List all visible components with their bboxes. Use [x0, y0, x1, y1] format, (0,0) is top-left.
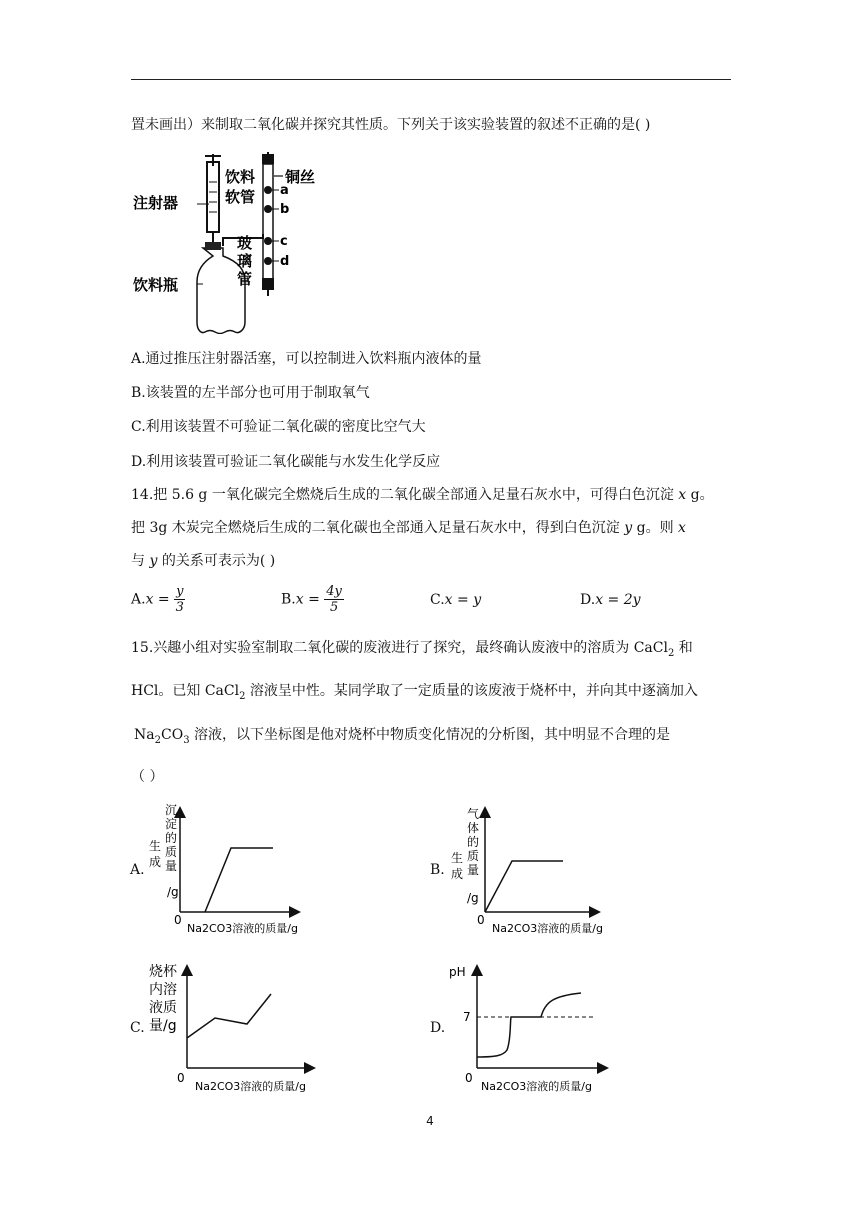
graph-d-tick7: 7	[463, 1010, 471, 1024]
q13-apparatus-figure	[131, 152, 341, 334]
graph-b-y6: /g	[467, 891, 479, 905]
q13-option-b: B.该装置的左半部分也可用于制取氧气	[131, 385, 370, 401]
label-b: b	[280, 202, 290, 217]
graph-b-yl1: 生	[451, 851, 464, 865]
graph-d-origin: 0	[465, 1071, 473, 1085]
graph-c-label: C.	[130, 1020, 145, 1036]
graph-b-xlabel: Na2CO3溶液的质量/g	[492, 922, 603, 935]
q14-option-b: B.x = $\frac{4y}{5}$	[281, 584, 342, 615]
graph-d-label: D.	[430, 1020, 446, 1036]
q14-option-d: D.x = 2y	[580, 592, 641, 608]
graph-d	[445, 960, 620, 1100]
graph-b	[445, 800, 615, 940]
q13-stem: 置未画出）来制取二氧化碳并探究其性质。下列关于该实验装置的叙述不正确的是( )	[131, 117, 651, 133]
q15-line1: 15.兴趣小组对实验室制取二氧化碳的废液进行了探究，最终确认废液中的溶质为 CaCl$_2$ 和	[131, 640, 693, 659]
q14-option-c: C.x = y	[430, 592, 482, 608]
label-a: a	[280, 183, 289, 198]
graph-a-y1: 沉	[165, 803, 178, 817]
q14-line3: 与 y 的关系可表示为( )	[131, 553, 276, 569]
q13-option-a: A.通过推压注射器活塞，可以控制进入饮料瓶内液体的量	[131, 351, 482, 367]
graph-b-yl2: 成	[451, 867, 464, 881]
graph-a-y4: 质	[165, 845, 178, 859]
graph-b-origin: 0	[477, 913, 485, 927]
graph-c-curve	[187, 994, 271, 1038]
graph-a-origin: 0	[174, 913, 182, 927]
graph-a-y6: /g	[167, 885, 179, 899]
graph-a-y3: 的	[165, 831, 178, 845]
graph-d-y1: pH	[449, 965, 466, 979]
graph-a-yl1: 生	[149, 839, 162, 853]
label-d: d	[280, 254, 290, 269]
label-tube1: 饮料	[225, 168, 256, 186]
q14-option-a: A.x = $\frac{y}{3}$	[131, 584, 184, 615]
graph-c-y2: 内溶	[149, 982, 177, 998]
graph-c-y3: 液质	[149, 1000, 177, 1016]
graph-a-label: A.	[130, 862, 145, 878]
graph-b-curve	[485, 861, 563, 912]
graph-b-y2: 体	[467, 821, 480, 835]
graph-c	[145, 960, 330, 1100]
label-tube2: 软管	[225, 188, 256, 206]
graph-b-label: B.	[430, 862, 445, 878]
graph-b-y5: 量	[467, 863, 480, 877]
graph-b-y4: 质	[467, 849, 480, 863]
graph-a-y5: 量	[165, 859, 178, 873]
label-c: c	[280, 234, 288, 249]
label-glass3: 管	[237, 270, 253, 288]
graph-c-origin: 0	[177, 1071, 185, 1085]
graph-a-curve	[205, 848, 273, 912]
graph-a-y2: 淀	[165, 817, 178, 831]
graph-c-y4: 量/g	[149, 1018, 177, 1034]
q13-option-d: D.利用该装置可验证二氧化碳能与水发生化学反应	[131, 454, 441, 470]
graph-b-y1: 气	[467, 807, 480, 821]
graph-d-xlabel: Na2CO3溶液的质量/g	[481, 1080, 592, 1093]
graph-b-y3: 的	[467, 835, 480, 849]
graph-a-xlabel: Na2CO3溶液的质量/g	[187, 922, 298, 935]
label-syringe: 注射器	[133, 194, 179, 212]
graph-d-curve	[477, 993, 581, 1057]
q13-option-c: C.利用该装置不可验证二氧化碳的密度比空气大	[131, 419, 426, 435]
q15-line3: $Na_2CO_3$ 溶液，以下坐标图是他对烧杯中物质变化情况的分析图，其中明显不合理的是	[134, 727, 671, 746]
label-bottle: 饮料瓶	[133, 276, 179, 294]
graph-a-yl2: 成	[149, 855, 162, 869]
graph-a	[145, 800, 315, 940]
label-copper: 铜丝	[285, 168, 316, 186]
header-rule	[131, 79, 731, 80]
q14-line2: 把 3g 木炭完全燃烧后生成的二氧化碳也全部通入足量石灰水中，得到白色沉淀 y g。则 x	[131, 520, 686, 536]
q15-line2: HCl。已知 CaCl$_2$ 溶液呈中性。某同学取了一定质量的该废液于烧杯中，并向其中逐滴加入	[131, 683, 698, 702]
q15-answer-blank: （ ）	[131, 769, 164, 785]
graph-c-xlabel: Na2CO3溶液的质量/g	[195, 1080, 306, 1093]
q14-line1: 14.把 5.6 g 一氧化碳完全燃烧后生成的二氧化碳全部通入足量石灰水中，可得白色沉淀 x g。	[131, 487, 714, 503]
label-glass1: 玻	[237, 234, 253, 252]
page-number: 4	[426, 1114, 434, 1128]
graph-c-y1: 烧杯	[149, 964, 177, 980]
label-glass2: 璃	[237, 252, 253, 270]
